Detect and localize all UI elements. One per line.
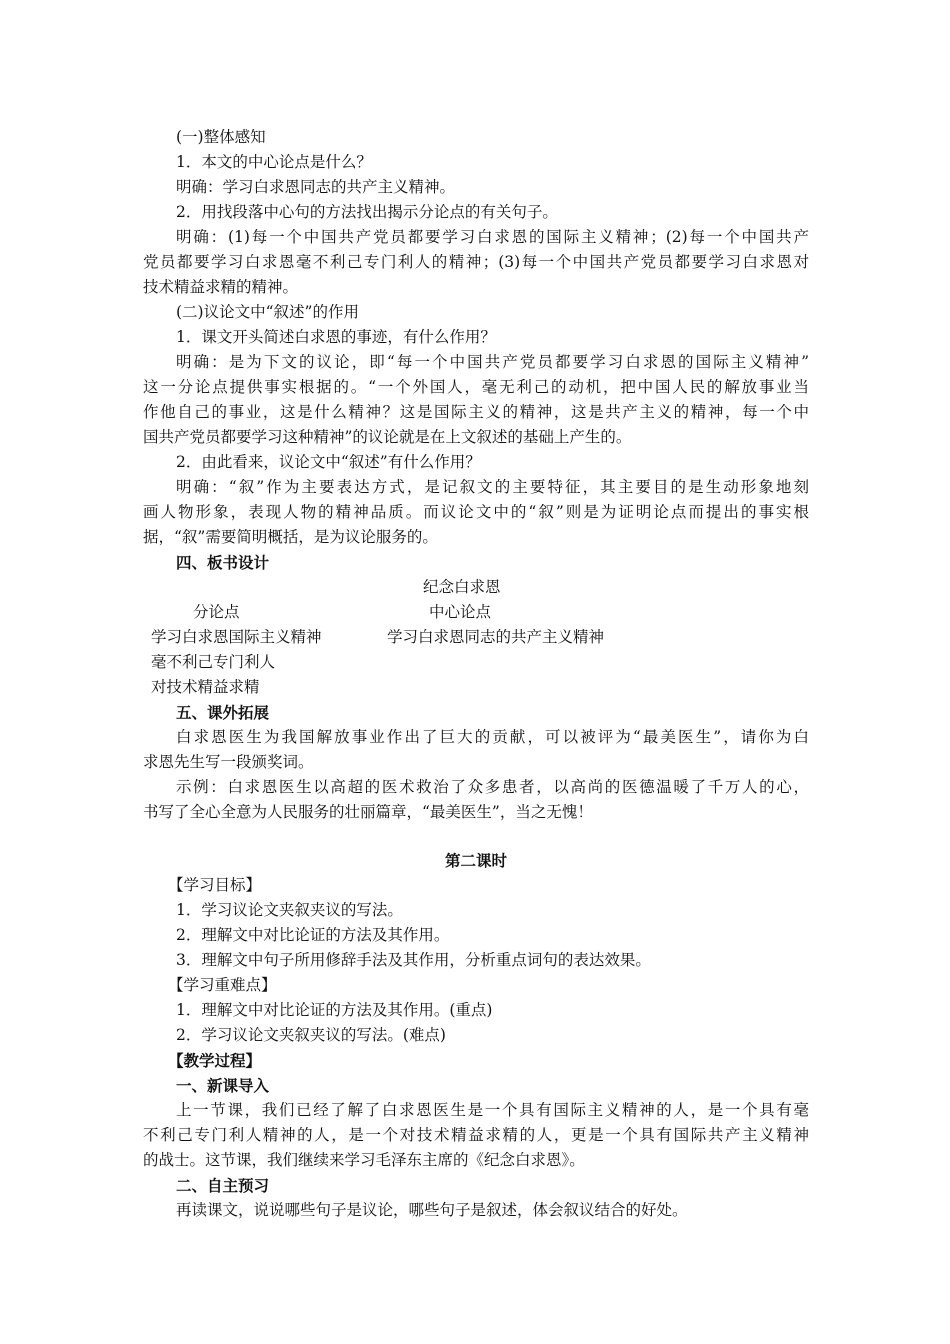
extension-example-line: 示例：白求恩医生以高超的医术救治了众多患者，以高尚的医德温暖了千万人的心，: [176, 778, 809, 796]
answer-4-line: 画人物形象，表现人物的精神品质。而议论文中的“叙”则是为证明论点而提出的事实根: [143, 503, 809, 521]
board-sub-point: 学习白求恩国际主义精神: [151, 628, 322, 646]
intro-line: 的战士。这节课，我们继续来学习毛泽东主席的《纪念白求恩》。: [143, 1151, 585, 1169]
board-sub-point: 毫不利己专门利人: [151, 653, 276, 671]
answer-3-line: 这一分论点提供事实根据的。“一个外国人，毫无利己的动机，把中国人民的解放事业当: [143, 378, 809, 396]
intro-line: 不利己专门利人精神的人，是一个对技术精益求精的人，更是一个具有国际共产主义精神: [143, 1126, 809, 1144]
process-heading: 【教学过程】: [168, 1051, 262, 1070]
key-point-item: 2．学习议论文夹叙夹议的写法。(难点): [176, 1026, 446, 1044]
answer-3-line: 明确：是为下文的议论，即“每一个中国共产党员都要学习白求恩的国际主义精神”: [176, 353, 809, 371]
answer-3-line: 作他自己的事业，这是什么精神？这是国际主义的精神，这是共产主义的精神，每一个中: [143, 403, 809, 421]
preview-text: 再读课文，说说哪些句子是议论，哪些句子是叙述，体会叙议结合的好处。: [176, 1201, 688, 1219]
board-title: 纪念白求恩: [423, 578, 501, 596]
question-4: 2．由此看来，议论文中“叙述”有什么作用？: [176, 453, 481, 471]
preview-heading: 二、自主预习: [176, 1176, 270, 1195]
extension-task-line: 白求恩医生为我国解放事业作出了巨大的贡献，可以被评为“最美医生”，请你为白: [176, 728, 809, 746]
lesson-2-title: 第二课时: [444, 851, 507, 870]
question-2: 2．用找段落中心句的方法找出揭示分论点的有关句子。: [176, 203, 558, 221]
board-center-point: 学习白求恩同志的共产主义精神: [387, 628, 605, 646]
board-design-heading: 四、板书设计: [176, 553, 270, 572]
answer-4-line: 据，“叙”需要简明概括，是为议论服务的。: [143, 528, 438, 546]
answer-2-line: 明确：(1)每一个中国共产党员都要学习白求恩的国际主义精神；(2)每一个中国共产: [176, 228, 809, 246]
answer-2-line: 技术精益求精的精神。: [143, 278, 299, 296]
goal-item: 3．理解文中句子所用修辞手法及其作用，分析重点词句的表达效果。: [176, 951, 651, 969]
answer-3-line: 国共产党员都要学习这种精神”的议论就是在上文叙述的基础上产生的。: [143, 428, 632, 446]
intro-line: 上一节课，我们已经了解了白求恩医生是一个具有国际主义精神的人，是一个具有毫: [176, 1101, 809, 1119]
board-sub-point: 对技术精益求精: [151, 678, 260, 696]
board-sub-label: 分论点: [193, 603, 240, 621]
overall-perception-heading: (一)整体感知: [176, 128, 266, 146]
key-points-heading: 【学习重难点】: [168, 976, 277, 994]
key-point-item: 1．理解文中对比论证的方法及其作用。(重点): [176, 1001, 493, 1019]
extension-example-line: 书写了全心全意为人民服务的壮丽篇章，“最美医生”，当之无愧！: [143, 803, 593, 821]
answer-2-line: 党员都要学习白求恩毫不利己专门利人的精神；(3)每一个中国共产党员都要学习白求恩对: [143, 253, 809, 271]
question-1: 1．本文的中心论点是什么？: [176, 153, 372, 171]
question-3: 1．课文开头简述白求恩的事迹，有什么作用？: [176, 328, 496, 346]
goal-item: 1．学习议论文夹叙夹议的写法。: [176, 901, 403, 919]
board-center-label: 中心论点: [429, 603, 492, 621]
extension-task-line: 求恩先生写一段颁奖词。: [143, 753, 314, 771]
intro-heading: 一、新课导入: [176, 1076, 270, 1095]
goals-heading: 【学习目标】: [168, 876, 262, 894]
extension-heading: 五、课外拓展: [176, 703, 270, 722]
answer-4-line: 明确：“叙”作为主要表达方式，是记叙文的主要特征，其主要目的是生动形象地刻: [176, 478, 809, 496]
answer-1: 明确：学习白求恩同志的共产主义精神。: [176, 178, 456, 196]
narration-heading: (二)议论文中“叙述”的作用: [176, 303, 359, 321]
goal-item: 2．理解文中对比论证的方法及其作用。: [176, 926, 450, 944]
